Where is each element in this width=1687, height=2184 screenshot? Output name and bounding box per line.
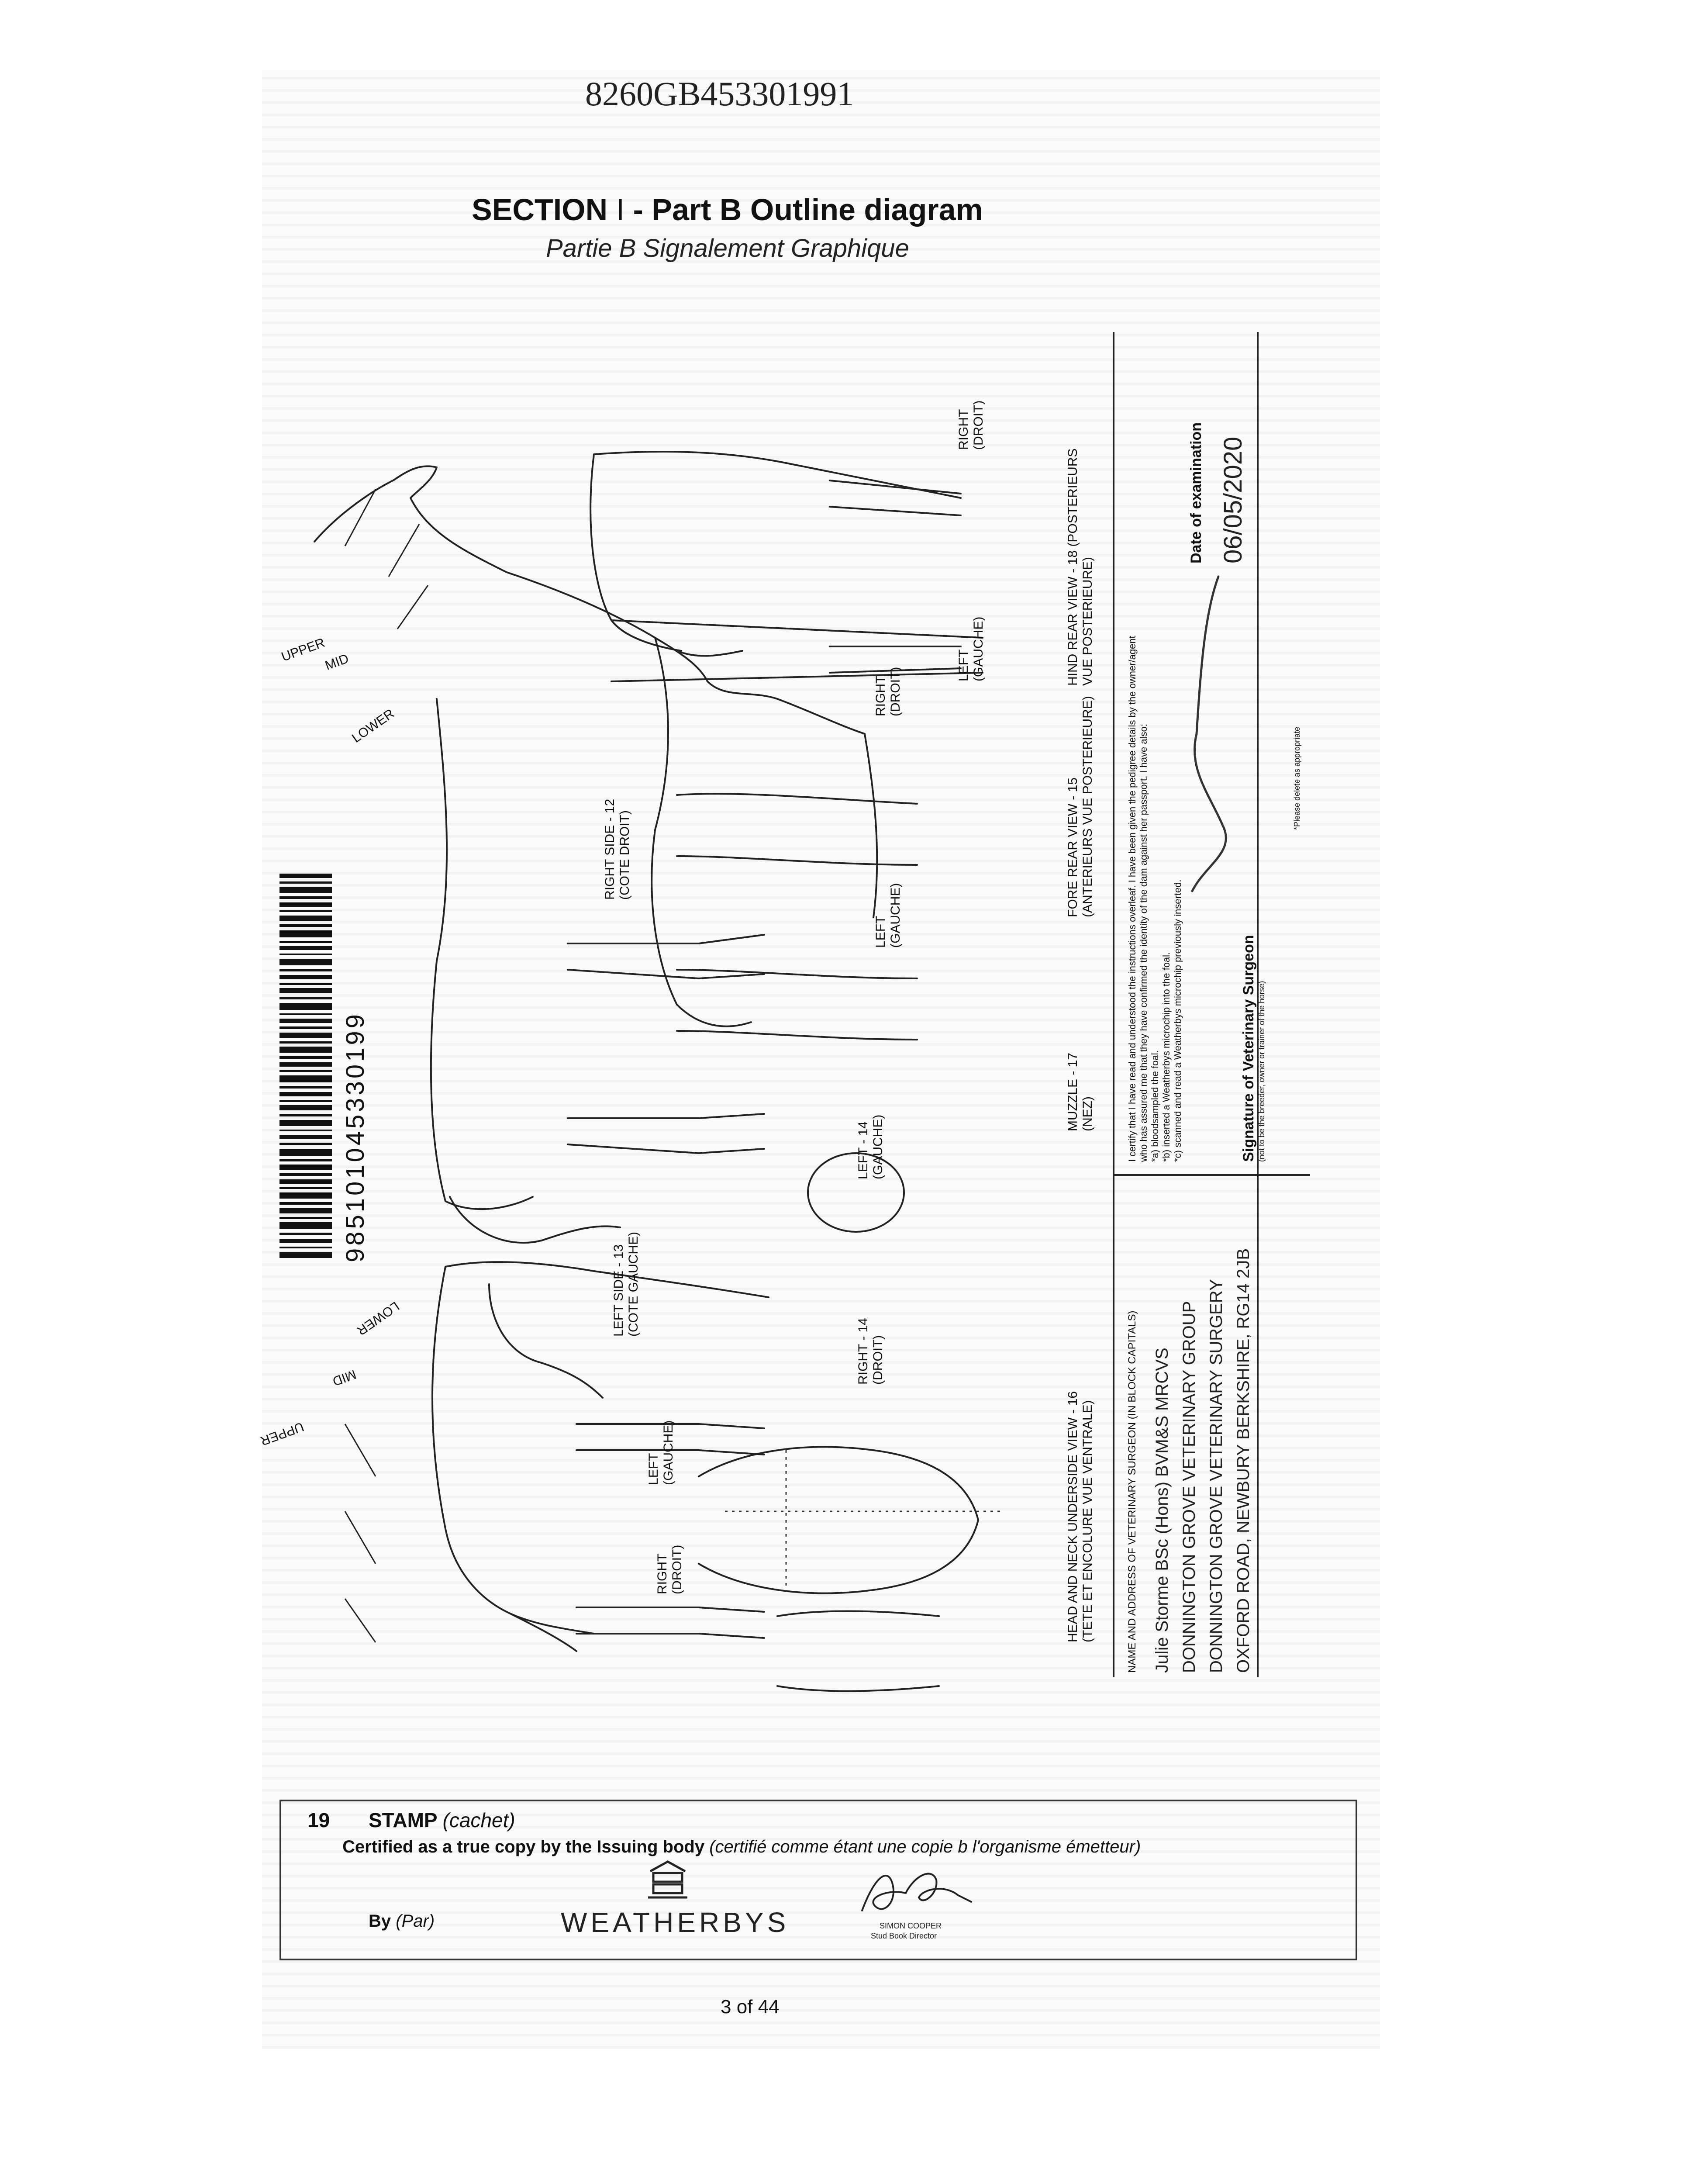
certification-text: I certify that I have read and understood the instructions overleaf. I have been given the pedigree details by the owner/agent who has assured me that they have confirmed the identity of the dam against her passport. I have also: *a) bloodsampled the foal. *b) inserted a Weatherbys microchip into the foal. *c) scanned and read a Weatherbys microchip previously inserted. [1127, 636, 1183, 1162]
stamp-signature [849, 1858, 980, 1924]
right-side-label: RIGHT SIDE - 12 (COTE DROIT) [603, 798, 632, 900]
hind-rear-view-label: HIND REAR VIEW - 18 (POSTERIEURS VUE POSTERIEURE) [1066, 448, 1095, 686]
neck-mid-label-bottom: MID [331, 1366, 358, 1389]
neck-mid-label-top: MID [323, 651, 351, 674]
section-heading: - Part B Outline diagram [633, 193, 983, 227]
name-address-label: NAME AND ADDRESS OF VETERINARY SURGEON (IN BLOCK CAPITALS) [1126, 1310, 1138, 1673]
section-number: I [616, 193, 625, 227]
section-label: SECTION [472, 193, 608, 227]
neck-upper-label-top: UPPER [279, 635, 327, 665]
left-14-label: LEFT - 14 (GAUCHE) [856, 1114, 885, 1179]
stamp-certified-text: Certified as a true copy by the Issuing body (certifié comme étant une copie b l'organisme émetteur) [342, 1837, 1141, 1856]
section-title [472, 192, 983, 227]
right-side-tail [450, 1197, 620, 1243]
neck-lower-label-top: LOWER [349, 706, 397, 746]
signatory-title: Stud Book Director [871, 1932, 937, 1940]
date-of-examination-value: 06/05/2020 [1219, 436, 1247, 563]
barcode-number: 985101045330199 [341, 1012, 369, 1262]
crest-icon [644, 1858, 692, 1902]
signature-label: Signature of Veterinary Surgeon (not to be the breeder, owner or trainer of the horse) [1240, 935, 1266, 1162]
underside-view-outline [777, 1611, 939, 1691]
hind-left-label: LEFT (GAUCHE) [956, 616, 986, 681]
muzzle-label: MUZZLE - 17 (NEZ) [1066, 1052, 1095, 1131]
right-14-label: RIGHT - 14 (DROIT) [856, 1318, 885, 1385]
weatherbys-logo: WEATHERBYS [561, 1907, 790, 1938]
delete-note: *Please delete as appropriate [1293, 726, 1301, 830]
underside-left-label: LEFT (GAUCHE) [646, 1420, 676, 1485]
vet-details: Julie Storme BSc (Hons) BVM&S MRCVS DONNINGTON GROVE VETERINARY GROUP DONNINGTON GROVE VETERINARY SURGERY OXFORD ROAD, NEWBURY BERKSHIRE, RG14 2JB [1152, 1248, 1253, 1673]
neck-upper-label-bottom: UPPER [258, 1419, 306, 1448]
section-subtitle: Partie B Signalement Graphique [546, 234, 909, 263]
left-side-tail [489, 1284, 603, 1398]
left-side-horse-outline [432, 1262, 769, 1651]
hind-right-label: RIGHT (DROIT) [956, 400, 986, 450]
fore-left-label: LEFT (GAUCHE) [873, 883, 903, 948]
head-neck-view-label: HEAD AND NECK UNDERSIDE VIEW - 16 (TETE ET ENCOLURE VUE VENTRALE) [1066, 1391, 1095, 1642]
date-of-examination-label: Date of examination [1188, 422, 1204, 563]
vet-signature-scribble [1192, 577, 1226, 891]
page-number: 3 of 44 [721, 1996, 780, 2018]
barcode [279, 874, 332, 1258]
fore-right-label: RIGHT (DROIT) [873, 667, 903, 716]
underside-right-label: RIGHT (DROIT) [655, 1545, 684, 1594]
stamp-title: STAMP (cachet) [369, 1809, 515, 1832]
stamp-number: 19 [307, 1809, 330, 1832]
signatory-name: SIMON COOPER [880, 1921, 942, 1930]
left-side-label: LEFT SIDE - 13 (COTE GAUCHE) [611, 1232, 641, 1337]
neck-lower-label-bottom: LOWER [354, 1298, 402, 1338]
fore-rear-view-label: FORE REAR VIEW - 15 (ANTERIEURS VUE POSTERIEURE) [1066, 696, 1095, 917]
right-side-legs [568, 935, 764, 1153]
passport-serial: 8260GB453301991 [585, 75, 854, 113]
stamp-by-label: By (Par) [369, 1911, 435, 1931]
hind-rear-legs [830, 480, 961, 673]
head-neck-underside-outline [699, 1447, 978, 1593]
right-side-horse-outline [314, 466, 877, 1209]
stamp-box [279, 1800, 1357, 1960]
